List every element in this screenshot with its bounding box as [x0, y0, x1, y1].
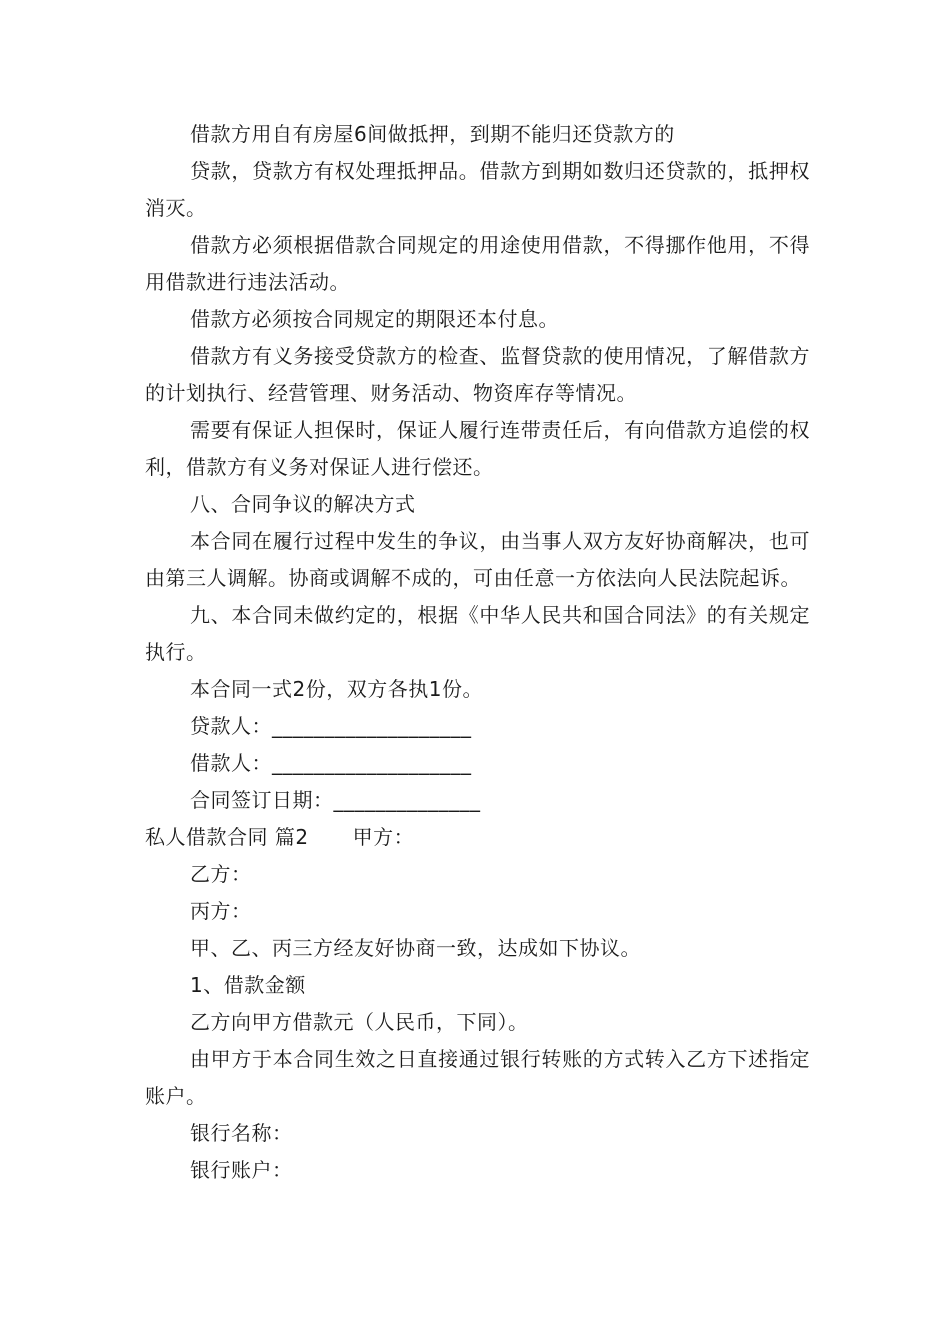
paragraph: 本合同一式2份，双方各执1份。 [190, 677, 483, 701]
paragraph: 由甲方于本合同生效之日直接通过银行转账的方式转入乙方下述指定账户。 [145, 1047, 810, 1108]
signature-line-borrower: 借款人：___________________ [190, 751, 472, 775]
bank-name-label: 银行名称： [190, 1121, 293, 1145]
paragraph: 借款方有义务接受贷款方的检查、监督贷款的使用情况，了解借款方的计划执行、经营管理、财务活动、物资库存等情况。 [145, 344, 810, 405]
section-heading: 八、合同争议的解决方式 [190, 492, 416, 516]
document-body [145, 116, 810, 1189]
section-2-title: 私人借款合同 篇2 [145, 825, 309, 849]
section-heading: 1、借款金额 [190, 973, 306, 997]
bank-account-label: 银行账户： [190, 1158, 293, 1182]
party-a-label: 甲方： [352, 825, 415, 849]
party-c-label: 丙方： [190, 899, 252, 923]
section-2-title-line [145, 819, 810, 856]
paragraph: 借款方必须按合同规定的期限还本付息。 [190, 307, 559, 331]
paragraph: 需要有保证人担保时，保证人履行连带责任后，有向借款方追偿的权利，借款方有义务对保证人进行偿还。 [145, 418, 810, 479]
signing-date-line: 合同签订日期：______________ [190, 788, 481, 812]
paragraph: 贷款，贷款方有权处理抵押品。借款方到期如数归还贷款的，抵押权消灭。 [145, 159, 810, 220]
paragraph: 本合同在履行过程中发生的争议，由当事人双方友好协商解决，也可由第三人调解。协商或调解不成的，可由任意一方依法向人民法院起诉。 [145, 529, 810, 590]
signature-line-lender: 贷款人：___________________ [190, 714, 472, 738]
paragraph: 甲、乙、丙三方经友好协商一致，达成如下协议。 [190, 936, 641, 960]
paragraph: 九、本合同未做约定的，根据《中华人民共和国合同法》的有关规定执行。 [145, 603, 810, 664]
paragraph: 乙方向甲方借款元（人民币，下同）。 [190, 1010, 529, 1034]
paragraph: 借款方用自有房屋6间做抵押，到期不能归还贷款方的 [190, 122, 675, 146]
paragraph: 借款方必须根据借款合同规定的用途使用借款，不得挪作他用，不得用借款进行违法活动。 [145, 233, 810, 294]
party-b-label: 乙方： [190, 862, 252, 886]
